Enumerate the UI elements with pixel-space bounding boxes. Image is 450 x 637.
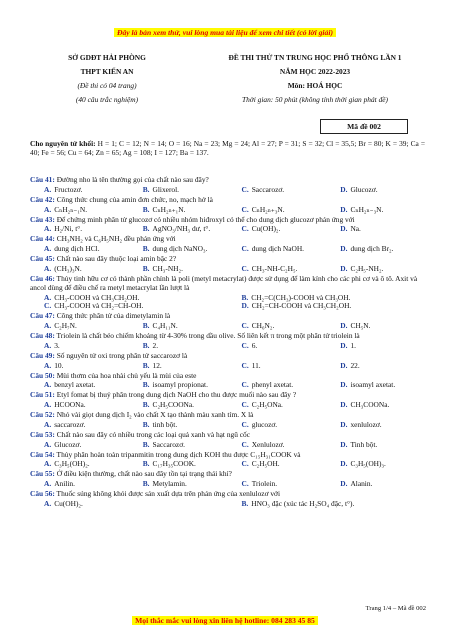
option[interactable]	[30, 401, 129, 410]
option-letter: A.	[44, 400, 52, 410]
question	[30, 490, 425, 499]
option-text: Na.	[350, 224, 361, 234]
option-text: Xenlulozơ.	[251, 439, 285, 449]
options	[30, 206, 425, 215]
question-number: Câu 45:	[30, 254, 55, 263]
option-text: benzyl axetat.	[54, 380, 96, 390]
question-number: Câu 56:	[30, 489, 55, 498]
option[interactable]	[228, 342, 327, 351]
question	[30, 235, 425, 244]
option-text: CH₃-COOH và CH₂=CH-OH.	[54, 301, 144, 311]
option-text: isoamyl axetat.	[350, 380, 396, 390]
option[interactable]	[326, 381, 425, 390]
option[interactable]	[30, 460, 129, 469]
option-letter: D.	[340, 340, 348, 350]
option-text: C₃H₅(OH)₂.	[54, 459, 90, 469]
options	[30, 342, 425, 351]
question-number: Câu 42:	[30, 194, 55, 204]
option-text: Anilin.	[54, 479, 75, 489]
question	[30, 431, 425, 440]
question-text: Etyl fomat bị thuỷ phân trong dung dịch NaOH cho thu được muối nào sau đây ?	[54, 390, 297, 400]
option-text: Glixerol.	[152, 184, 180, 194]
option-letter: C.	[241, 244, 249, 254]
question-text: Nhỏ vài giọt dung dịch I₂ vào chất X tạo thành màu xanh tím. X là	[54, 410, 254, 419]
option-letter: B.	[142, 263, 150, 273]
option-text: HNO₃ đặc (xúc tác H₂SO₄ đặc, t°).	[251, 498, 355, 508]
option[interactable]	[129, 362, 228, 371]
question	[30, 216, 425, 225]
options	[30, 441, 425, 450]
option-text: saccarozơ.	[54, 419, 86, 429]
question-text: Thủy phân hoàn toàn tripanmitin trong dung dịch KOH thu được C₁₅H₃₁COOK và	[54, 449, 301, 459]
option[interactable]	[228, 441, 327, 450]
option-text: CₙH₂ₙ₋₃N.	[350, 204, 384, 214]
option-text: dung dịch Br₂.	[350, 244, 394, 254]
question	[30, 332, 425, 341]
option-letter: D.	[340, 263, 348, 273]
option[interactable]	[228, 265, 327, 274]
option-letter: C.	[44, 301, 52, 311]
question-text: Công thức chung của amin đơn chức, no, mạch hở là	[54, 194, 213, 204]
option-text: 2.	[152, 340, 159, 350]
option-text: Cu(OH)₂.	[251, 224, 281, 234]
option-letter: D.	[241, 301, 249, 311]
question-number: Câu 54:	[30, 449, 55, 459]
option[interactable]	[129, 265, 228, 274]
question-text: Triolein là chất béo chiếm khoảng từ 4-30% trong dầu olive. Số liên kết π trong một phân tử triolein là	[54, 331, 360, 340]
option[interactable]	[129, 245, 228, 254]
atomic-masses	[30, 140, 425, 158]
question-text: Mùi thơm của hoa nhài chủ yếu là mùi của este	[54, 370, 197, 380]
option-text: 22.	[350, 360, 360, 370]
top-banner-wrap	[0, 28, 450, 38]
option-text: dung dịch NaOH.	[251, 244, 305, 254]
option-text: CH₃-COOH và CH₃CH₂OH.	[54, 292, 140, 302]
question	[30, 275, 425, 293]
option-letter: B.	[241, 292, 249, 302]
option-text: C₁₇H₃₅COOK.	[152, 459, 196, 469]
option-letter: A.	[44, 292, 52, 302]
option-text: dung dịch NaNO₃.	[152, 244, 208, 254]
option-letter: C.	[241, 479, 249, 489]
options	[30, 322, 425, 331]
option[interactable]	[129, 421, 228, 430]
question-number: Câu 49:	[30, 350, 55, 360]
option-letter: A.	[44, 459, 52, 469]
option-text: C₃H₅(OH)₃.	[350, 459, 386, 469]
option-text: (CH₃)₃N.	[54, 263, 82, 273]
option[interactable]	[30, 342, 129, 351]
option-text: Alanin.	[350, 479, 373, 489]
hotline-banner[interactable]: Mọi thắc mắc vui lòng xin liên hệ hotline: 084 283 45 85	[132, 616, 318, 625]
option-letter: A.	[44, 498, 52, 508]
option-text: dung dịch HCl.	[54, 244, 100, 254]
option-letter: B.	[142, 479, 150, 489]
exam-code: Mã đề 002	[320, 119, 408, 134]
question-number: Câu 53:	[30, 429, 55, 439]
option[interactable]	[326, 342, 425, 351]
option-text: CH₃-NH-C₂H₅.	[251, 263, 298, 273]
option[interactable]	[228, 480, 327, 489]
question-text: Để chứng minh phân tử glucozơ có nhiều nhóm hiđroxyl có thể cho dung dịch glucozơ phản ứng với	[54, 214, 355, 224]
options	[30, 381, 425, 390]
header-left	[32, 54, 182, 110]
option-letter: D.	[340, 321, 348, 331]
question-number: Câu 46:	[30, 273, 55, 283]
option[interactable]	[228, 401, 327, 410]
question-number: Câu 55:	[30, 469, 55, 479]
question-text: Công thức phân tử của dimetylamin là	[54, 311, 171, 321]
option-letter: D.	[340, 204, 348, 214]
option[interactable]	[228, 186, 327, 195]
options	[30, 421, 425, 430]
option-letter: C.	[241, 400, 249, 410]
question	[30, 391, 425, 400]
question-number: Câu 51:	[30, 390, 55, 400]
option[interactable]	[228, 381, 327, 390]
options	[30, 500, 425, 509]
option-text: Cu(OH)₂.	[54, 498, 83, 508]
question-text: Thủy tinh hữu cơ có thành phần chính là poli (metyl metacrylat) được sử dụng để làm kính cho các phi cơ và ô tô. Axit và ancol dùng để điều chế ra metyl metacrylat lần lượt là	[30, 273, 418, 292]
option-letter: C.	[241, 204, 249, 214]
options	[30, 186, 425, 195]
option[interactable]	[30, 441, 129, 450]
question	[30, 352, 425, 361]
option-text: Glucozơ.	[350, 184, 378, 194]
option-letter: C.	[241, 340, 249, 350]
option-letter: A.	[44, 224, 52, 234]
option-letter: D.	[340, 459, 348, 469]
option[interactable]	[326, 225, 425, 234]
option[interactable]	[30, 381, 129, 390]
school-year: NĂM HỌC 2022-2023	[279, 66, 351, 76]
option-text: 3.	[54, 340, 60, 350]
option[interactable]	[30, 245, 129, 254]
option-letter: B.	[142, 360, 150, 370]
option-letter: D.	[340, 479, 348, 489]
options	[30, 294, 425, 312]
option[interactable]	[228, 245, 327, 254]
option[interactable]	[129, 441, 228, 450]
option-letter: A.	[44, 419, 52, 429]
atomic-masses-text: H = 1; C = 12; N = 14; O = 16; Na = 23; Mg = 24; Al = 27; P = 31; S = 32; Cl = 35,5; Br = 80; K = 39; Ca = 40; Fe = 56; Cu = 64; Zn = 65; Ag = 108; I = 127; Ba = 137.	[30, 139, 426, 157]
option-letter: D.	[340, 380, 348, 390]
option[interactable]	[129, 322, 228, 331]
options	[30, 245, 425, 254]
option-letter: A.	[44, 360, 52, 370]
question	[30, 312, 425, 321]
option[interactable]	[326, 362, 425, 371]
option-letter: D.	[340, 419, 348, 429]
question	[30, 411, 425, 420]
option-text: CH₆N₂.	[251, 321, 275, 331]
option-text: AgNO₃/NH₃ dư, t°.	[152, 224, 211, 234]
question	[30, 372, 425, 381]
option-text: H₂/Ni, t°.	[54, 224, 83, 234]
option-letter: C.	[241, 459, 249, 469]
options	[30, 225, 425, 234]
option[interactable]	[326, 245, 425, 254]
option-letter: C.	[241, 263, 249, 273]
school-name: THPT KIẾN AN	[80, 66, 134, 76]
option[interactable]	[228, 500, 426, 509]
option-letter: B.	[241, 498, 249, 508]
option-letter: C.	[241, 321, 249, 331]
option[interactable]	[326, 265, 425, 274]
subject: Môn: HOÁ HỌC	[287, 80, 343, 90]
option-letter: A.	[44, 184, 52, 194]
option-letter: B.	[142, 419, 150, 429]
question-text: Thuốc súng không khói được sản xuất dựa trên phản ứng của xenlulozơ với	[54, 489, 281, 498]
option-text: CH₂=CH-COOH và CH₃CH₂OH.	[251, 301, 352, 311]
option-letter: A.	[44, 479, 52, 489]
option-text: CH₂=C(CH₃)-COOH và CH₃OH.	[251, 292, 351, 302]
question-text: Số nguyên tử oxi trong phân tử saccarozơ là	[54, 350, 188, 360]
option-text: CₙH₂ₙ₊₃N.	[251, 204, 285, 214]
option-letter: C.	[241, 184, 249, 194]
page-count: (Đề thi có 04 trang)	[77, 80, 137, 90]
option-letter: A.	[44, 244, 52, 254]
option-letter: A.	[44, 321, 52, 331]
option-letter: C.	[241, 419, 249, 429]
question-text: Đường nho là tên thường gọi của chất nào sau đây?	[54, 175, 209, 184]
option[interactable]	[30, 265, 129, 274]
option-text: 6.	[251, 340, 258, 350]
option-letter: A.	[44, 204, 52, 214]
option[interactable]	[30, 225, 129, 234]
option-letter: D.	[340, 360, 348, 370]
option-text: 10.	[54, 360, 64, 370]
option[interactable]	[326, 441, 425, 450]
option-text: tinh bột.	[152, 419, 178, 429]
question	[30, 470, 425, 479]
option-text: C₂H₅OH.	[251, 459, 280, 469]
option-text: 12.	[152, 360, 162, 370]
question-count: (40 câu trắc nghiệm)	[75, 94, 139, 104]
option-letter: B.	[142, 204, 150, 214]
question-number: Câu 44:	[30, 234, 55, 244]
question	[30, 451, 425, 460]
option[interactable]	[228, 460, 327, 469]
option-text: CH₅N.	[350, 321, 371, 331]
option[interactable]	[30, 322, 129, 331]
option-letter: B.	[142, 439, 150, 449]
option-text: 1.	[350, 340, 356, 350]
option[interactable]	[228, 362, 327, 371]
option-text: C₂H₅-NH₂.	[350, 263, 384, 273]
option-text: Triolein.	[251, 479, 278, 489]
option-text: Saccarozơ.	[251, 184, 285, 194]
question-number: Câu 50:	[30, 370, 55, 380]
option[interactable]	[228, 302, 426, 311]
question-number: Câu 52:	[30, 410, 55, 419]
question-text: Ở điều kiện thường, chất nào sau đây tồn tại trạng thái khí?	[54, 469, 232, 479]
option[interactable]	[326, 322, 425, 331]
option[interactable]	[326, 401, 425, 410]
option[interactable]	[30, 500, 228, 509]
option[interactable]	[30, 480, 129, 489]
option-letter: D.	[340, 224, 348, 234]
option-text: Tinh bột.	[350, 439, 378, 449]
dept-name: SỞ GDĐT HẢI PHÒNG	[68, 53, 146, 62]
option-letter: D.	[340, 244, 348, 254]
option-text: CH₃COONa.	[350, 400, 390, 410]
option-text: Glucozơ.	[54, 439, 82, 449]
question	[30, 176, 425, 185]
option-letter: B.	[142, 340, 150, 350]
option-letter: B.	[142, 380, 150, 390]
option-text: phenyl axetat.	[251, 380, 294, 390]
question-list	[30, 176, 425, 510]
question-number: Câu 48:	[30, 331, 55, 340]
exam-title: ĐỀ THI THỬ TN TRUNG HỌC PHỔ THÔNG LẦN 1	[228, 53, 402, 62]
option[interactable]	[129, 381, 228, 390]
options	[30, 480, 425, 489]
option-letter: B.	[142, 400, 150, 410]
option[interactable]	[30, 302, 228, 311]
option-text: CₙH₂ₙ₊₁N.	[152, 204, 186, 214]
option[interactable]	[129, 206, 228, 215]
option-letter: A.	[44, 340, 52, 350]
option-letter: A.	[44, 439, 52, 449]
option-text: HCOONa.	[54, 400, 86, 410]
option-letter: C.	[241, 360, 249, 370]
option-text: 11.	[251, 360, 261, 370]
option-letter: C.	[241, 380, 249, 390]
option[interactable]	[326, 186, 425, 195]
option-text: C₄H₁₁N.	[152, 321, 178, 331]
option-text: C₂H₇N.	[54, 321, 77, 331]
option-letter: A.	[44, 380, 52, 390]
option-text: Metylamin.	[152, 479, 187, 489]
question-text: Chất nào sau đây thuộc loại amin bậc 2?	[54, 254, 177, 263]
bottom-banner-wrap	[0, 616, 450, 626]
option[interactable]	[228, 421, 327, 430]
options	[30, 401, 425, 410]
option-letter: B.	[142, 459, 150, 469]
option-letter: B.	[142, 224, 150, 234]
question-number: Câu 41:	[30, 175, 55, 184]
question-text: CH₃NH₂ và C₆H₅NH₂ đều phản ứng với	[54, 234, 176, 244]
option-text: glucozơ.	[251, 419, 278, 429]
options	[30, 362, 425, 371]
option-letter: C.	[241, 439, 249, 449]
option-letter: D.	[340, 184, 348, 194]
option-text: isoamyl propionat.	[152, 380, 208, 390]
option[interactable]	[129, 401, 228, 410]
option[interactable]	[129, 186, 228, 195]
option[interactable]	[326, 421, 425, 430]
option[interactable]	[129, 480, 228, 489]
option[interactable]	[30, 186, 129, 195]
option[interactable]	[30, 421, 129, 430]
question-number: Câu 43:	[30, 214, 55, 224]
question-text: Chất nào sau đây có nhiều trong các loại quả xanh và hạt ngũ cốc	[54, 429, 251, 439]
header-right	[190, 54, 440, 110]
option-letter: C.	[241, 224, 249, 234]
option[interactable]	[326, 460, 425, 469]
option[interactable]	[129, 342, 228, 351]
question-number: Câu 47:	[30, 311, 55, 321]
option-text: Saccarozơ.	[152, 439, 185, 449]
option-text: CH₃-NH₂.	[152, 263, 183, 273]
question	[30, 255, 425, 264]
option-letter: D.	[340, 400, 348, 410]
option[interactable]	[228, 206, 327, 215]
option[interactable]	[326, 206, 425, 215]
options	[30, 265, 425, 274]
option[interactable]	[228, 322, 327, 331]
option-text: CₙH₂ₙ₋₁N.	[54, 204, 88, 214]
option[interactable]	[228, 225, 327, 234]
option-text: xenlulozơ.	[350, 419, 382, 429]
atomic-masses-label: Cho nguyên tử khối:	[30, 139, 96, 148]
option[interactable]	[326, 480, 425, 489]
option-letter: B.	[142, 184, 150, 194]
question	[30, 196, 425, 205]
exam-time: Thời gian: 50 phút (không tính thời gian phát đề)	[241, 94, 389, 104]
option-text: Fructozơ.	[54, 184, 83, 194]
option-text: C₂H₅COONa.	[152, 400, 195, 410]
option-letter: A.	[44, 263, 52, 273]
option-letter: B.	[142, 244, 150, 254]
page-footer: Trang 1/4 – Mã đề 002	[365, 605, 426, 612]
option-letter: B.	[142, 321, 150, 331]
option[interactable]	[30, 206, 129, 215]
preview-banner[interactable]: Đây là bản xem thử, vui lòng mua tài liệu để xem chi tiết (có lời giải)	[114, 28, 336, 37]
option-letter: D.	[340, 439, 348, 449]
options	[30, 460, 425, 469]
option[interactable]	[30, 362, 129, 371]
option[interactable]	[129, 460, 228, 469]
option[interactable]	[129, 225, 228, 234]
option-text: C₂H₅ONa.	[251, 400, 283, 410]
